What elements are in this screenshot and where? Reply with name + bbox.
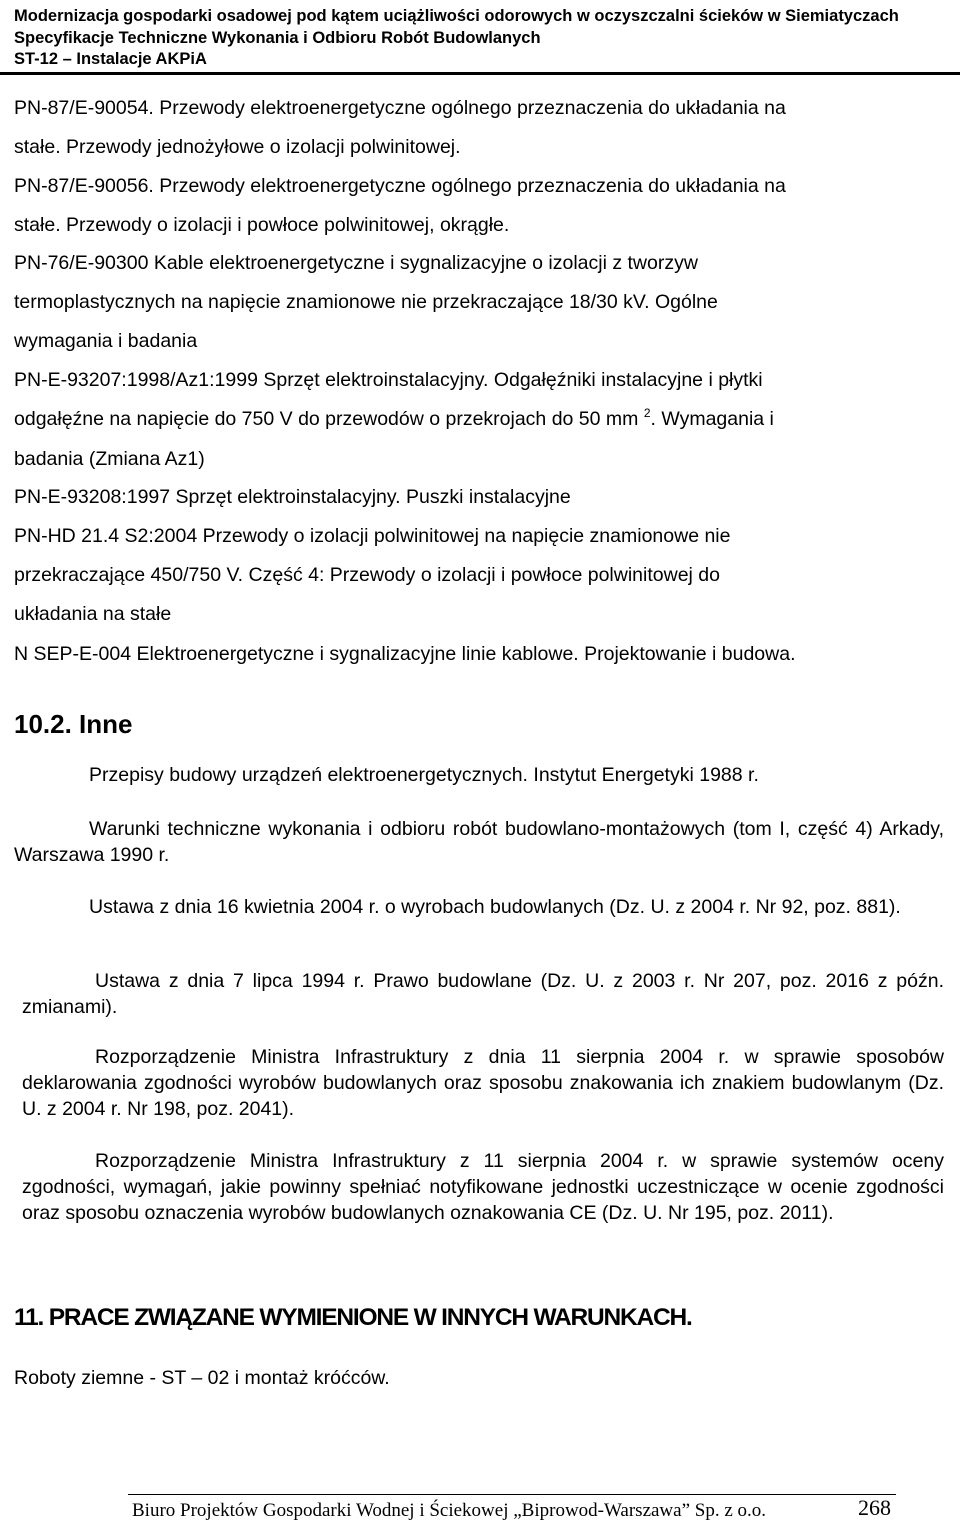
- page-number: 268: [858, 1495, 891, 1520]
- standard-line: PN-87/E-90054. Przewody elektroenergetyczne ogólnego przeznaczenia do układania na: [14, 97, 786, 119]
- standard-line: wymagania i badania: [14, 330, 198, 352]
- reference-item: Przepisy budowy urządzeń elektroenergetycznych. Instytut Energetyki 1988 r.: [89, 764, 759, 786]
- header-section-title: ST-12 – Instalacje AKPiA: [14, 50, 207, 68]
- header-divider: [0, 72, 960, 75]
- standard-line: termoplastycznych na napięcie znamionowe nie przekraczające 18/30 kV. Ogólne: [14, 291, 718, 313]
- standard-line: stałe. Przewody jednożyłowe o izolacji polwinitowej.: [14, 136, 461, 158]
- reference-item: Rozporządzenie Ministra Infrastruktury z dnia 11 sierpnia 2004 r. w sprawie sposobów deklarowania zgodności wyrobów budowlanych oraz sposobu znakowania ich znakiem budowlanym (Dz. U. z 2004 r. Nr 198, poz. 2041).: [22, 1046, 944, 1120]
- standard-line: PN-76/E-90300 Kable elektroenergetyczne i sygnalizacyjne o izolacji z tworzyw: [14, 252, 698, 274]
- header-spec-title: Specyfikacje Techniczne Wykonania i Odbioru Robót Budowlanych: [14, 28, 541, 47]
- standard-line: przekraczające 450/750 V. Część 4: Przewody o izolacji i powłoce polwinitowej do: [14, 564, 720, 586]
- standard-line: stałe. Przewody o izolacji i powłoce polwinitowej, okrągłe.: [14, 214, 510, 236]
- section-heading-11: 11. PRACE ZWIĄZANE WYMIENIONE W INNYCH WARUNKACH.: [14, 1304, 692, 1331]
- superscript: 2: [643, 406, 651, 420]
- header-project-title: Modernizacja gospodarki osadowej pod kątem uciążliwości odorowych w oczyszczalni ścieków w Siemiatyczach: [14, 7, 899, 25]
- standard-line: PN-E-93208:1997 Sprzęt elektroinstalacyjny. Puszki instalacyjne: [14, 486, 571, 508]
- standard-line-part: odgałęźne na napięcie do 750 V do przewodów o przekrojach do 50 mm: [14, 408, 639, 430]
- standard-line-part: . Wymagania i: [650, 408, 774, 430]
- standard-line: PN-HD 21.4 S2:2004 Przewody o izolacji polwinitowej na napięcie znamionowe nie: [14, 525, 731, 547]
- document-header: [14, 6, 946, 71]
- standard-line: PN-E-93207:1998/Az1:1999 Sprzęt elektroinstalacyjny. Odgałęźniki instalacyjne i płytki: [14, 369, 763, 391]
- standard-line: układania na stałe: [14, 603, 172, 625]
- footer-company: Biuro Projektów Gospodarki Wodnej i Ściekowej „Biprowod-Warszawa” Sp. z o.o.: [132, 1500, 767, 1521]
- reference-item: Warunki techniczne wykonania i odbioru robót budowlano-montażowych (tom I, część 4) Arkady, Warszawa 1990 r.: [14, 818, 944, 866]
- standard-line: PN-87/E-90056. Przewody elektroenergetyczne ogólnego przeznaczenia do układania na: [14, 175, 786, 197]
- section-heading-10-2: 10.2. Inne: [14, 709, 133, 739]
- reference-item: Ustawa z dnia 16 kwietnia 2004 r. o wyrobach budowlanych (Dz. U. z 2004 r. Nr 92, poz. 881).: [89, 896, 901, 918]
- reference-item: Ustawa z dnia 7 lipca 1994 r. Prawo budowlane (Dz. U. z 2003 r. Nr 207, poz. 2016 z późn. zmianami).: [22, 970, 944, 1018]
- reference-item: Rozporządzenie Ministra Infrastruktury z 11 sierpnia 2004 r. w sprawie systemów oceny zgodności, wymagań, jakie powinny spełniać notyfikowane jednostki uczestniczące w ocenie zgodności oraz sposobu oznaczenia wyrobów budowlanych oznakowania CE (Dz. U. Nr 195, poz. 2011).: [22, 1150, 944, 1224]
- standard-line: N SEP-E-004 Elektroenergetyczne i sygnalizacyjne linie kablowe. Projektowanie i budowa.: [14, 643, 796, 665]
- standard-line: badania (Zmiana Az1): [14, 448, 205, 470]
- standard-line: [14, 407, 774, 431]
- footer-divider: [128, 1494, 896, 1495]
- section-11-text: Roboty ziemne - ST – 02 i montaż króćców.: [14, 1367, 390, 1389]
